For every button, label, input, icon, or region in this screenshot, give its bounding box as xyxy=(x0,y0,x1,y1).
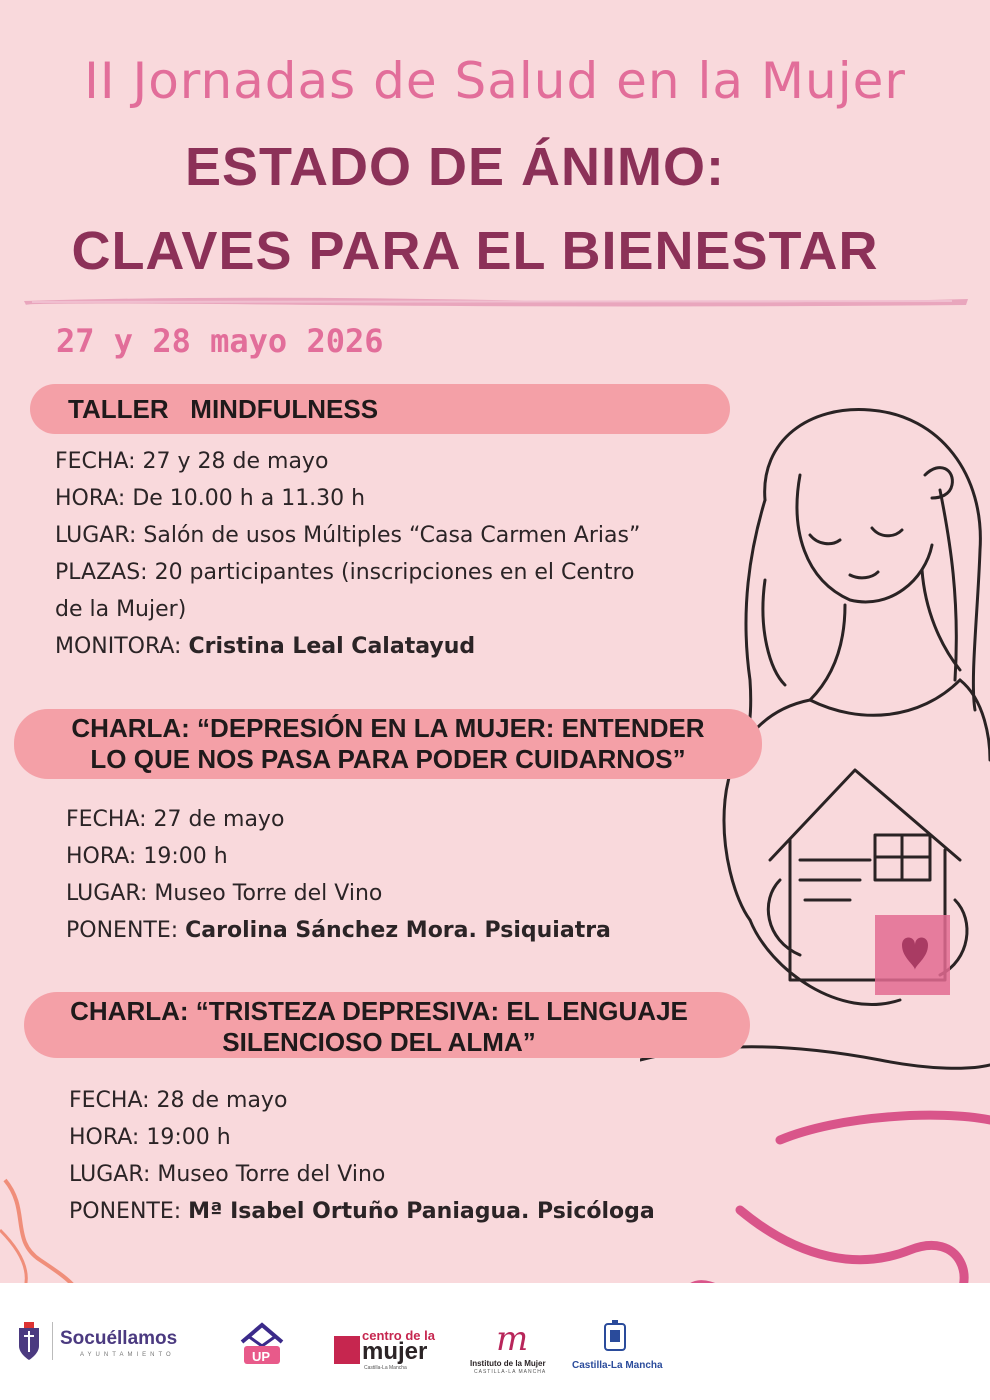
event3-title-line-2: SILENCIOSO DEL ALMA” xyxy=(222,1027,536,1057)
value: de la Mujer) xyxy=(55,597,187,622)
event1-date-line xyxy=(55,443,695,480)
event2-title-line-2: LO QUE NOS PASA PARA PODER CUIDARNOS” xyxy=(90,744,686,774)
logo-socuellamos-name: Socuéllamos xyxy=(60,1328,178,1349)
logo-castilla-la-mancha xyxy=(572,1320,662,1376)
label: LUGAR: xyxy=(55,523,137,548)
label: FECHA: xyxy=(69,1088,150,1113)
logo-up xyxy=(238,1322,288,1368)
label: MONITORA: xyxy=(55,634,182,659)
label: HORA: xyxy=(66,844,137,869)
label: HORA: xyxy=(69,1125,140,1150)
event3-speaker-line xyxy=(69,1193,709,1230)
event2-place-line xyxy=(66,875,666,912)
event1-seats-line xyxy=(55,554,695,591)
event2-title-line-1: CHARLA: “DEPRESIÓN EN LA MUJER: ENTENDER xyxy=(71,713,705,743)
logo-instituto-mujer xyxy=(468,1319,558,1375)
event3-details xyxy=(69,1082,709,1230)
label: PONENTE: xyxy=(66,918,179,943)
event2-speaker-line xyxy=(66,912,666,949)
event1-seats-line-2 xyxy=(55,591,695,628)
label: PONENTE: xyxy=(69,1199,182,1224)
event3-date-line xyxy=(69,1082,709,1119)
event-series-title: II Jornadas de Salud en la Mujer xyxy=(84,52,906,110)
logo-socuellamos-sub: AYUNTAMIENTO xyxy=(80,1352,175,1358)
label: LUGAR: xyxy=(66,881,148,906)
logo-centro-mujer xyxy=(334,1328,454,1371)
logo-castilla-la-mancha-name: Castilla-La Mancha xyxy=(572,1360,663,1371)
label: FECHA: xyxy=(66,807,147,832)
event-dates: 27 y 28 mayo 2026 xyxy=(56,322,384,360)
value: 19:00 h xyxy=(139,1125,231,1150)
brush-divider xyxy=(22,293,970,309)
logo-centro-mujer-main: mujer xyxy=(362,1338,428,1365)
value: De 10.00 h a 11.30 h xyxy=(125,486,366,511)
label: FECHA: xyxy=(55,449,136,474)
event1-place-line xyxy=(55,517,695,554)
logo-centro-mujer-sub: Castilla-La Mancha xyxy=(364,1365,407,1371)
castilla-la-mancha-shield-icon xyxy=(602,1320,628,1356)
event3-place-line xyxy=(69,1156,709,1193)
speaker-name: Mª Isabel Ortuño Paniagua. Psicóloga xyxy=(188,1199,655,1224)
logo-instituto-name: Instituto de la Mujer xyxy=(470,1359,546,1368)
centro-mujer-mark-icon xyxy=(334,1336,360,1364)
value: Museo Torre del Vino xyxy=(147,881,383,906)
value: 27 y 28 de mayo xyxy=(135,449,329,474)
event2-date-line xyxy=(66,801,666,838)
value: Salón de usos Múltiples “Casa Carmen Arias” xyxy=(136,523,641,548)
event1-title: TALLER MINDFULNESS xyxy=(68,394,379,424)
value: 28 de mayo xyxy=(149,1088,288,1113)
event1-monitor-line xyxy=(55,628,695,665)
logo-socuellamos xyxy=(16,1322,196,1368)
event1-time-line xyxy=(55,480,695,517)
event2-title xyxy=(14,713,762,775)
value: 20 participantes (inscripciones en el Centro xyxy=(147,560,635,585)
main-title-line-1: ESTADO DE ÁNIMO: xyxy=(185,137,725,197)
label: PLAZAS: xyxy=(55,560,148,585)
logo-centro-mujer-top: centro de la xyxy=(362,1328,435,1343)
speaker-name: Carolina Sánchez Mora. Psiquiatra xyxy=(185,918,611,943)
logo-instituto-sub: CASTILLA-LA MANCHA xyxy=(474,1369,547,1375)
value: 19:00 h xyxy=(136,844,228,869)
decorative-swirl-left xyxy=(0,1170,80,1290)
logo-up-text: UP xyxy=(252,1349,271,1364)
event3-title-line-1: CHARLA: “TRISTEZA DEPRESIVA: EL LENGUAJE xyxy=(70,996,688,1026)
label: HORA: xyxy=(55,486,126,511)
event1-details xyxy=(55,443,695,665)
event2-details xyxy=(66,801,666,949)
event3-time-line xyxy=(69,1119,709,1156)
value: 27 de mayo xyxy=(146,807,285,832)
event3-title xyxy=(24,996,734,1058)
coat-of-arms-icon xyxy=(16,1322,42,1362)
main-title-line-2: CLAVES PARA EL BIENESTAR xyxy=(71,221,879,281)
logo-instituto-mark: m xyxy=(496,1319,529,1359)
value: Museo Torre del Vino xyxy=(150,1162,386,1187)
monitor-name: Cristina Leal Calatayud xyxy=(188,634,476,659)
event2-time-line xyxy=(66,838,666,875)
label: LUGAR: xyxy=(69,1162,151,1187)
